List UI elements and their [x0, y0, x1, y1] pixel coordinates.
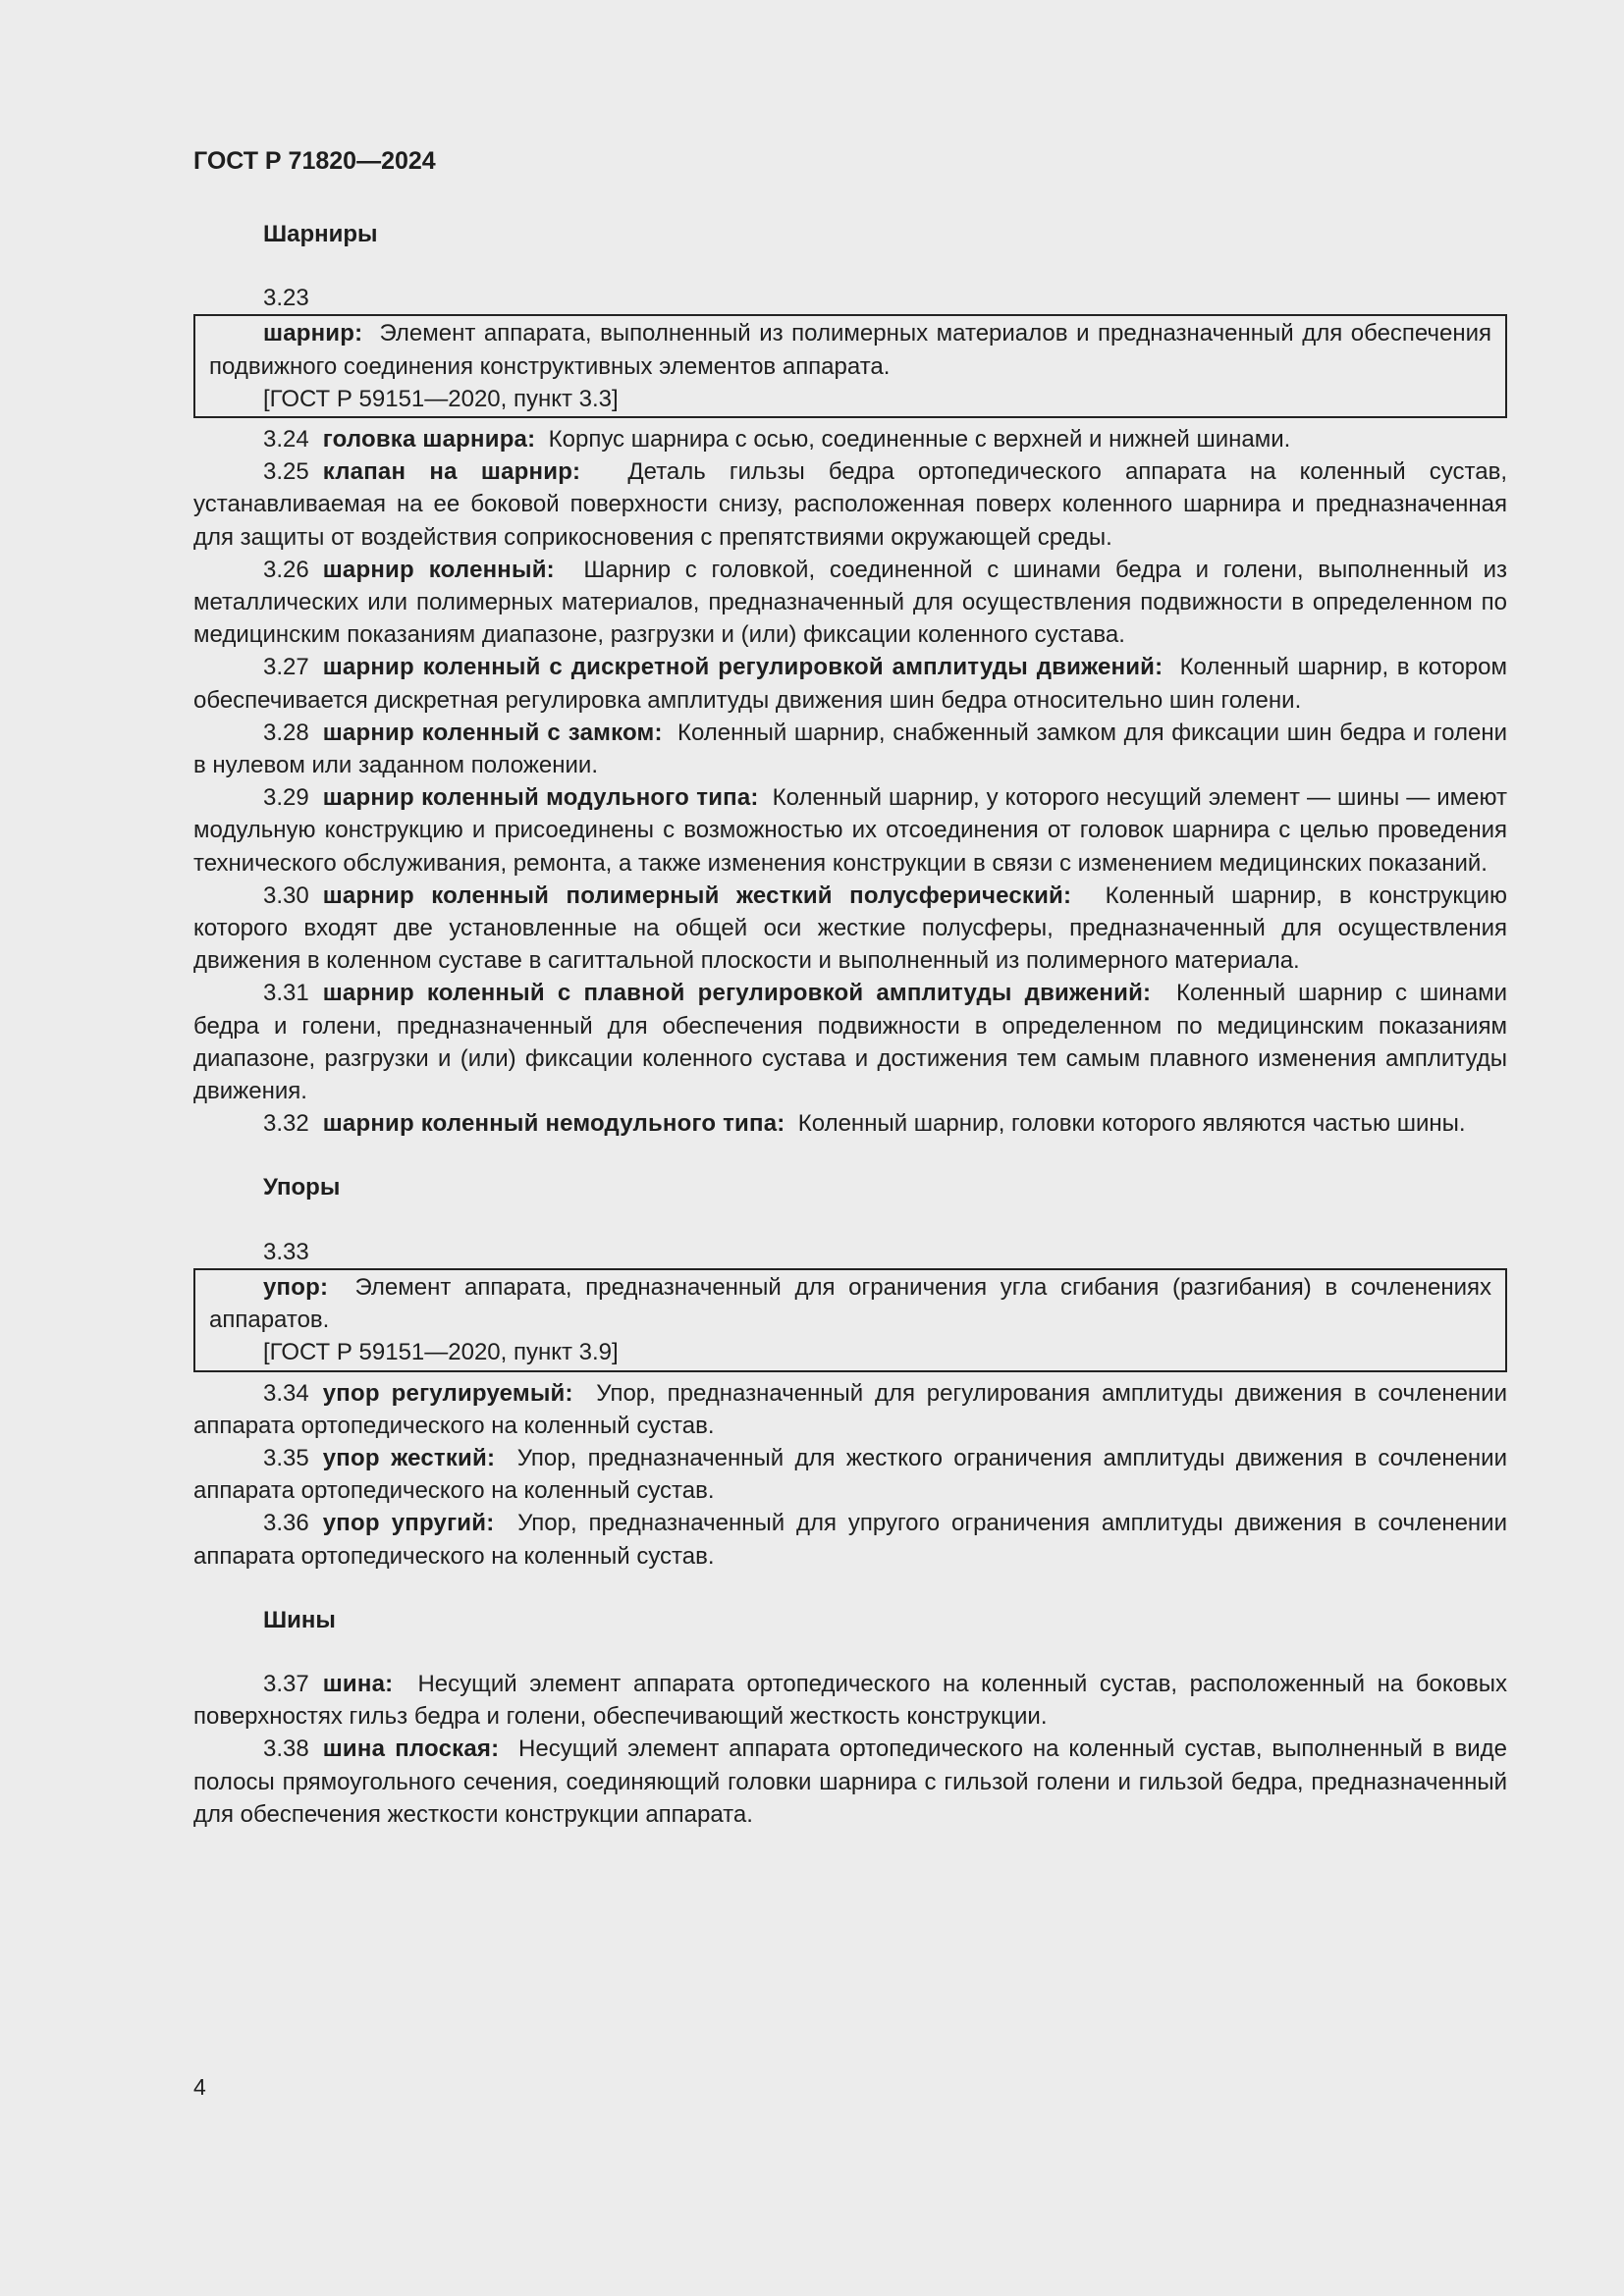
entry-number: 3.34	[263, 1379, 309, 1407]
entry-term: шина плоская:	[322, 1735, 500, 1763]
term-number: 3.33	[263, 1238, 309, 1265]
page-number: 4	[193, 2074, 206, 2100]
entry-number: 3.38	[263, 1735, 309, 1763]
definition-entry	[193, 1507, 1507, 1572]
entry-text: Коленный шарнир с шинами бедра и голени, предназначенный для обеспечения подвижности в определенном по медицинским показаниям диапазоне, разгрузки и (или) фиксации коленного сустава и достижения тем самым плавного изменения амплитуды движения.	[193, 980, 1507, 1105]
term-text: Элемент аппарата, выполненный из полимерных материалов и предназначенный для обеспечения подвижного соединения конструктивных элементов аппарата.	[209, 320, 1491, 380]
entry-text: Коленный шарнир, в конструкцию которого входят две установленные на общей оси жесткие полусферы, предназначенный для осуществления движения в коленном суставе в сагиттальной плоскости и выполненный из полимерного материала.	[193, 881, 1507, 975]
entry-text: Несущий элемент аппарата ортопедического на коленный сустав, выполненный в виде полосы прямоугольного сечения, соединяющий головки шарнира с гильзой голени и гильзой бедра, предназначенный для обеспечения жесткости конструкции аппарата.	[193, 1735, 1507, 1828]
term-text: Элемент аппарата, предназначенный для ограничения угла сгибания (разгибания) в сочленениях аппаратов.	[209, 1273, 1491, 1334]
entry-term: шарнир коленный с плавной регулировкой амплитуды движений:	[322, 980, 1152, 1007]
section-heading: Упоры	[263, 1174, 341, 1201]
entry-number: 3.29	[263, 784, 309, 812]
definition-entry	[193, 1733, 1507, 1831]
boxed-definition	[209, 1271, 1491, 1336]
entry-term: упор упругий:	[322, 1510, 495, 1537]
entry-text: Упор, предназначенный для упругого ограничения амплитуды движения в сочленении аппарата ортопедического на коленный сустав.	[193, 1510, 1507, 1570]
entry-text: Коленный шарнир, головки которого являются частью шины.	[797, 1110, 1466, 1138]
entry-term: упор жесткий:	[322, 1444, 496, 1471]
entry-number: 3.25	[263, 458, 309, 486]
definition-entry	[193, 880, 1507, 978]
definition-entry	[193, 651, 1507, 716]
entry-text: Коленный шарнир, у которого несущий элемент — шины — имеют модульную конструкцию и присоединены с возможностью их отсоединения от головок шарнира с целью проведения технического обслуживания, ремонта, а также изменения конструкции в связи с изменением медицинских показаний.	[193, 784, 1507, 877]
entry-number: 3.35	[263, 1444, 309, 1471]
entry-term: шина:	[322, 1670, 394, 1697]
entry-number: 3.36	[263, 1510, 309, 1537]
definition-entry	[193, 554, 1507, 652]
entry-term: шарнир коленный немодульного типа:	[322, 1110, 785, 1138]
term-source: [ГОСТ Р 59151—2020, пункт 3.9]	[263, 1339, 619, 1366]
entry-term: шарнир коленный с дискретной регулировкой амплитуды движений:	[322, 654, 1164, 681]
boxed-term	[193, 1268, 1507, 1372]
entry-term: шарнир коленный с замком:	[322, 719, 663, 746]
definition-entry	[193, 1668, 1507, 1733]
entry-term: головка шарнира:	[322, 426, 536, 454]
definition-entry	[193, 977, 1507, 1107]
entry-term: шарнир коленный полимерный жесткий полусферический:	[322, 881, 1072, 909]
definition-entry	[193, 717, 1507, 781]
entry-number: 3.27	[263, 654, 309, 681]
section-heading: Шины	[263, 1606, 336, 1633]
term-title: упор:	[263, 1273, 329, 1301]
entry-number: 3.32	[263, 1110, 309, 1138]
entry-term: клапан на шарнир:	[322, 458, 581, 486]
entry-term: шарнир коленный:	[322, 556, 555, 583]
entry-number: 3.31	[263, 980, 309, 1007]
document-header: ГОСТ Р 71820—2024	[193, 147, 436, 175]
entry-number: 3.24	[263, 426, 309, 454]
term-source: [ГОСТ Р 59151—2020, пункт 3.3]	[263, 385, 619, 412]
entry-text: Коленный шарнир, снабженный замком для фиксации шин бедра и голени в нулевом или заданном положении.	[193, 719, 1507, 779]
term-title: шарнир:	[263, 320, 363, 347]
entry-text: Упор, предназначенный для регулирования амплитуды движения в сочленении аппарата ортопедического на коленный сустав.	[193, 1379, 1507, 1439]
entry-number: 3.28	[263, 719, 309, 746]
entry-number: 3.37	[263, 1670, 309, 1697]
entry-text: Деталь гильзы бедра ортопедического аппарата на коленный сустав, устанавливаемая на ее боковой поверхности снизу, расположенная поверх коленного шарнира и предназначенная для защиты от воздействия соприкосновения с препятствиями окружающей среды.	[193, 458, 1508, 551]
definition-entry	[193, 455, 1507, 554]
entry-number: 3.26	[263, 556, 309, 583]
document-body	[193, 218, 1507, 1831]
entry-text: Упор, предназначенный для жесткого ограничения амплитуды движения в сочленении аппарата ортопедического на коленный сустав.	[193, 1444, 1507, 1505]
entry-text: Коленный шарнир, в котором обеспечивается дискретная регулировка амплитуды движения шин бедра относительно шин голени.	[193, 654, 1507, 714]
boxed-definition	[209, 317, 1491, 382]
definition-entry	[193, 1442, 1507, 1507]
entry-text: Шарнир с головкой, соединенной с шинами бедра и голени, выполненный из металлических или полимерных материалов, предназначенный для осуществления подвижности в определенном по медицинским показаниям диапазоне, разгрузки и (или) фиксации коленного сустава.	[193, 556, 1508, 649]
entry-number: 3.30	[263, 881, 309, 909]
term-number: 3.23	[263, 285, 309, 312]
section-heading: Шарниры	[263, 221, 378, 247]
entry-text: Несущий элемент аппарата ортопедического на коленный сустав, расположенный на боковых поверхностях гильз бедра и голени, обеспечивающий жесткость конструкции.	[193, 1670, 1507, 1731]
definition-entry	[193, 423, 1507, 455]
entry-term: упор регулируемый:	[322, 1379, 573, 1407]
entry-term: шарнир коленный модульного типа:	[322, 784, 759, 812]
entry-text: Корпус шарнира с осью, соединенные с верхней и нижней шинами.	[548, 426, 1291, 454]
definition-entry	[193, 781, 1507, 880]
definition-entry	[193, 1377, 1507, 1442]
boxed-term	[193, 314, 1507, 418]
definition-entry	[193, 1107, 1507, 1140]
